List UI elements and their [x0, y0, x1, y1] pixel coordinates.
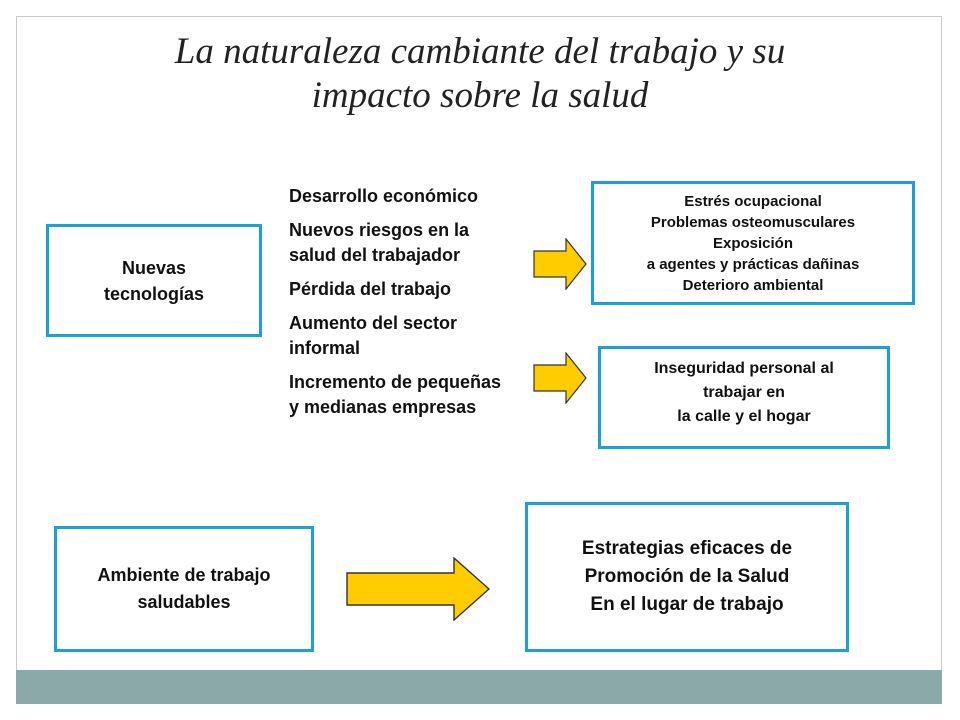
new-technologies-box — [46, 224, 262, 337]
health-promotion-strategies-box — [525, 502, 849, 652]
title-line-1: La naturaleza cambiante del trabajo y su — [174, 31, 786, 72]
strategies-line-2: Promoción de la Salud — [584, 566, 790, 587]
list-item-line: Desarrollo económico — [289, 186, 479, 206]
list-item-line: salud del trabajador — [289, 245, 461, 265]
list-item-line: Pérdida del trabajo — [289, 279, 452, 299]
stress-line-1: Estrés ocupacional — [684, 192, 822, 210]
strategies-line-1: Estrategias eficaces de — [581, 538, 793, 559]
occupational-stress-box — [591, 181, 915, 305]
stress-line-3: Exposición — [712, 234, 794, 252]
list-item-line: Incremento de pequeñas — [289, 372, 502, 392]
stress-line-4: a agentes y prácticas dañinas — [646, 255, 860, 273]
personal-insecurity-box — [598, 346, 890, 449]
insecurity-line-2: trabajar en — [703, 384, 785, 401]
stress-line-5: Deterioro ambiental — [682, 276, 824, 294]
slide-title — [60, 30, 900, 118]
title-line-2: impacto sobre la salud — [311, 75, 649, 116]
insecurity-line-3: la calle y el hogar — [677, 408, 811, 425]
list-item-line: informal — [289, 338, 361, 358]
list-item — [289, 184, 589, 209]
new-tech-line-1: Nuevas — [121, 257, 187, 278]
strategies-line-3: En el lugar de trabajo — [590, 594, 784, 615]
healthy-workplace-box — [54, 526, 314, 652]
list-item-line: y medianas empresas — [289, 397, 477, 417]
list-item-line: Aumento del sector — [289, 313, 458, 333]
right-block-arrow-icon — [346, 557, 490, 621]
healthy-line-1: Ambiente de trabajo — [97, 565, 271, 585]
footer-bar — [16, 670, 942, 704]
list-item-line: Nuevos riesgos en la — [289, 220, 470, 240]
new-tech-line-2: tecnologías — [103, 283, 205, 304]
healthy-line-2: saludables — [137, 592, 231, 612]
stress-line-2: Problemas osteomusculares — [650, 213, 856, 231]
insecurity-line-1: Inseguridad personal al — [654, 360, 834, 377]
right-block-arrow-icon — [533, 352, 587, 404]
right-block-arrow-icon — [533, 238, 587, 290]
